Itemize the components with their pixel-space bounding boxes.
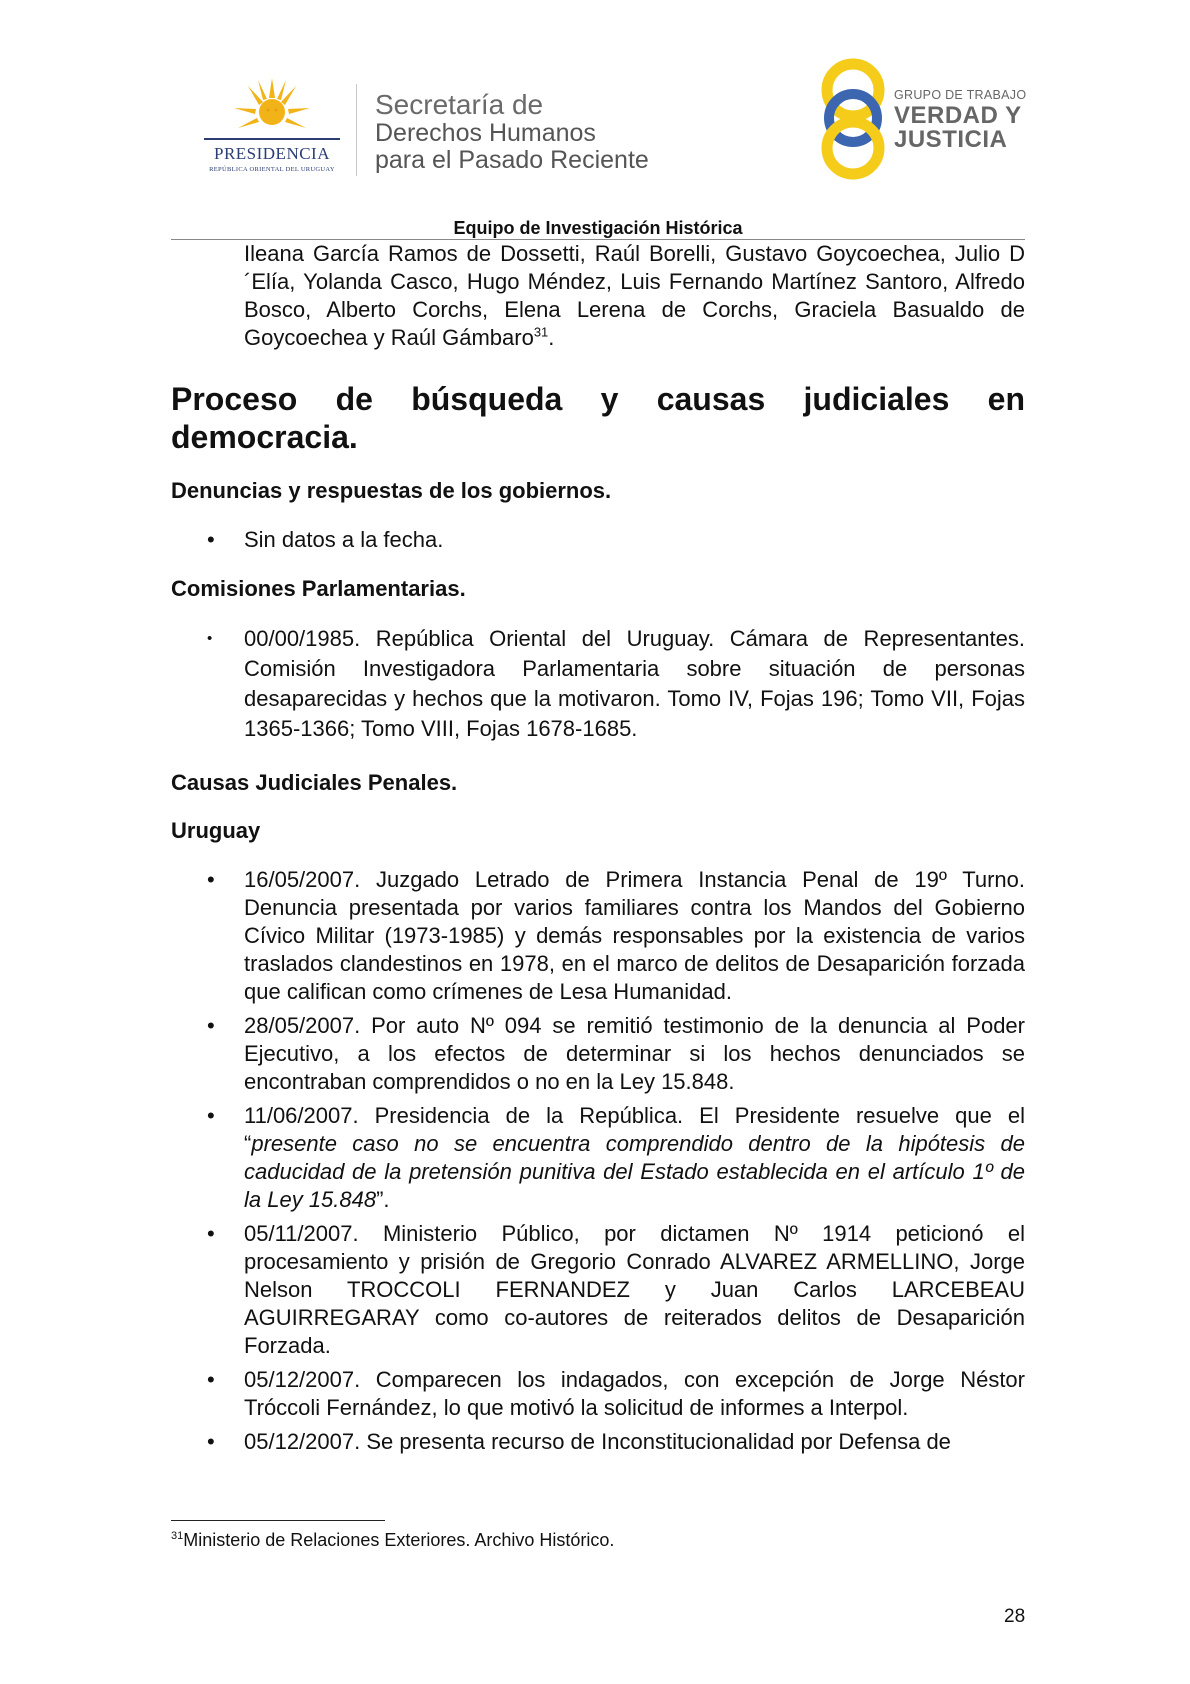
list-item xyxy=(171,1102,1025,1214)
bullet-icon: • xyxy=(207,1013,215,1038)
list-item-text: 05/12/2007. Se presenta recurso de Inconstitucionalidad por Defensa de xyxy=(244,1429,951,1454)
presidencia-subtitle: REPÚBLICA ORIENTAL DEL URUGUAY xyxy=(209,166,335,173)
list-item-text: 00/00/1985. República Oriental del Uruguay. Cámara de Representantes. Comisión Investigadora Parlamentaria sobre situación de personas desaparecidas y hechos que la motivaron. Tomo IV, Fojas 196; Tomo VII, Fojas 1365-1366; Tomo VIII, Fojas 1678-1685. xyxy=(244,626,1025,741)
list-item-text: 05/12/2007. Comparecen los indagados, con excepción de Jorge Néstor Tróccoli Fernández, lo que motivó la solicitud de informes a Interpol. xyxy=(244,1367,1025,1420)
footnote-rule xyxy=(171,1520,385,1521)
bullet-icon: • xyxy=(207,527,215,552)
bullet-icon: • xyxy=(207,630,213,647)
footnote-ref: 31 xyxy=(533,324,549,340)
list-item xyxy=(171,1428,1025,1456)
list-item-text: 05/11/2007. Ministerio Público, por dictamen Nº 1914 peticionó el procesamiento y prisión de Gregorio Conrado ALVAREZ ARMELLINO, Jorge Nelson TROCCOLI FERNANDEZ y Juan Carlos LARCEBEAU AGUIRREGARAY como co-autores de reiterados delitos de Desaparición Forzada. xyxy=(244,1221,1025,1358)
verdad-label: VERDAD Y xyxy=(894,102,1022,129)
grupo-label: GRUPO DE TRABAJO xyxy=(894,88,1027,102)
presidencia-logo xyxy=(196,78,348,178)
intro-end: . xyxy=(548,325,555,350)
verdad-justicia-logo xyxy=(820,56,1030,182)
denuncias-list xyxy=(171,526,1025,554)
denuncias-heading: Denuncias y respuestas de los gobiernos. xyxy=(171,478,612,503)
causas-list xyxy=(171,866,1025,1456)
secretaria-line-2: Derechos Humanos xyxy=(375,119,596,147)
secretaria-line-1: Secretaría de xyxy=(375,89,544,120)
footnote-number: 31 xyxy=(171,1530,184,1542)
page-number: 28 xyxy=(1004,1606,1026,1627)
secretaria-line-3: para el Pasado Reciente xyxy=(375,146,649,174)
comisiones-heading: Comisiones Parlamentarias. xyxy=(171,576,466,601)
country-heading: Uruguay xyxy=(171,818,261,843)
list-item xyxy=(171,866,1025,1006)
header-divider xyxy=(356,84,357,176)
bullet-icon: • xyxy=(207,867,215,892)
list-item-text: 28/05/2007. Por auto Nº 094 se remitió testimonio de la denuncia al Poder Ejecutivo, a los efectos de determinar si los hechos denunciados se encontraban comprendidos o no en la Ley 15.848. xyxy=(244,1013,1025,1094)
bullet-icon: • xyxy=(207,1103,215,1128)
list-item-text: Sin datos a la fecha. xyxy=(244,527,444,552)
list-item-text: 11/06/2007. Presidencia de la República. El Presidente resuelve que el “ xyxy=(244,1103,1025,1156)
presidencia-label: PRESIDENCIA xyxy=(213,144,330,163)
list-item xyxy=(171,526,1025,554)
causas-heading: Causas Judiciales Penales. xyxy=(171,770,458,795)
footnote-text: Ministerio de Relaciones Exteriores. Archivo Histórico. xyxy=(183,1530,615,1550)
comisiones-list xyxy=(171,624,1025,744)
interlocked-rings-icon xyxy=(820,56,890,182)
bullet-icon: • xyxy=(207,1221,215,1246)
intro-paragraph xyxy=(244,240,1025,352)
running-header: Equipo de Investigación Histórica xyxy=(453,218,743,238)
quoted-resolution: presente caso no se encuentra comprendido dentro de la hipótesis de caducidad de la pretensión punitiva del Estado establecida en el artículo 1º de la Ley 15.848 xyxy=(244,1131,1025,1212)
presidencia-rule xyxy=(204,138,340,140)
list-item xyxy=(171,1220,1025,1360)
sun-emblem-icon xyxy=(234,78,310,136)
list-item-text: 16/05/2007. Juzgado Letrado de Primera Instancia Penal de 19º Turno. Denuncia presentada por varios familiares contra los Mandos del Gobierno Cívico Militar (1973-1985) y demás responsables por la existencia de varios traslados clandestinos en 1978, en el marco de delitos de Desaparición forzada que califican como crímenes de Lesa Humanidad. xyxy=(244,867,1025,1004)
section-title: Proceso de búsqueda y causas judiciales en democracia. xyxy=(171,381,1025,455)
main-content xyxy=(171,240,1025,1456)
footnote xyxy=(171,1530,614,1551)
list-item-text-end: ”. xyxy=(376,1187,390,1212)
list-item xyxy=(171,1012,1025,1096)
list-item xyxy=(171,624,1025,744)
list-item xyxy=(171,1366,1025,1422)
bullet-icon: • xyxy=(207,1367,215,1392)
bullet-icon: • xyxy=(207,1429,215,1454)
justicia-label: JUSTICIA xyxy=(894,126,1008,153)
intro-text: Ileana García Ramos de Dossetti, Raúl Borelli, Gustavo Goycoechea, Julio D´Elía, Yolanda Casco, Hugo Méndez, Luis Fernando Martínez Santoro, Alfredo Bosco, Alberto Corchs, Elena Lerena de Corchs, Graciela Basualdo de Goycoechea y Raúl Gámbaro xyxy=(244,241,1025,350)
secretaria-logo xyxy=(375,90,649,174)
